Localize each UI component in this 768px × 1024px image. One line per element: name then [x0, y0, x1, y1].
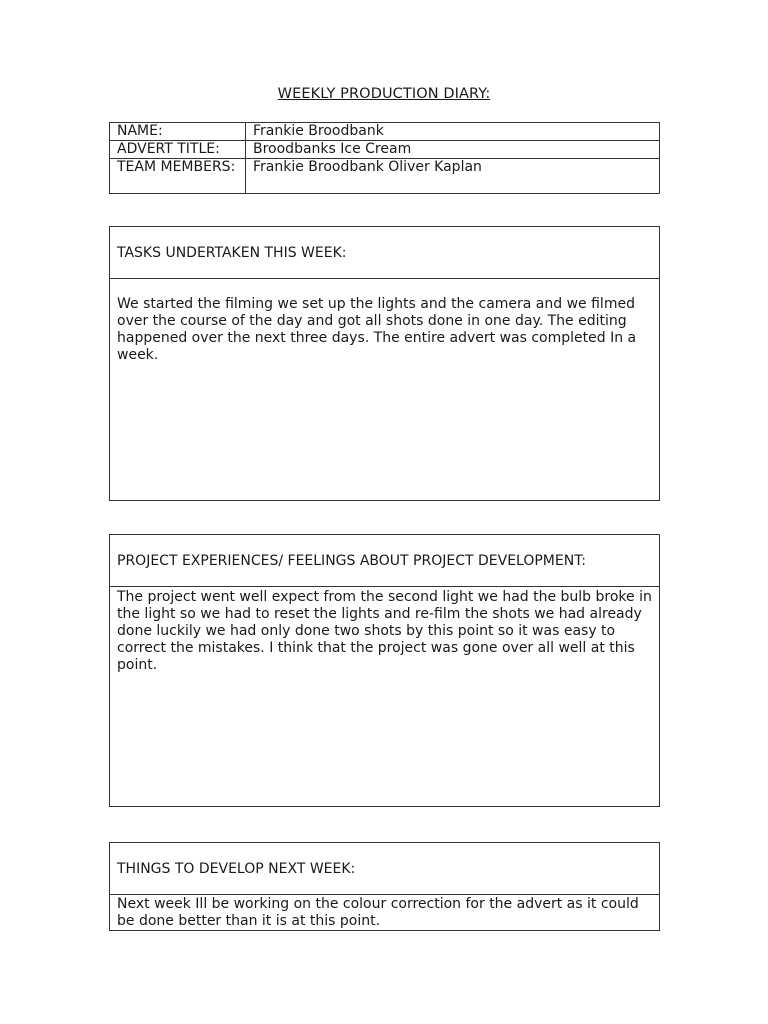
info-table [109, 122, 660, 194]
table-row [110, 159, 660, 194]
table-row [110, 141, 660, 159]
tasks-text: We started the filming we set up the lights and the camera and we filmed over the course of the day and got all shots done in one day. The editing happened over the next three days. The entire advert was completed In a week. [117, 296, 637, 363]
tasks-section [109, 226, 660, 501]
advert-title-label: ADVERT TITLE: [110, 141, 246, 159]
name-value: Frankie Broodbank [246, 123, 660, 141]
experiences-text: The project went well expect from the second light we had the bulb broke in the light so we had to reset the lights and re-film the shots we had already done luckily we had only done two shots by this point so it was easy to correct the mistakes. I think that the project was gone over all well at this point. [117, 589, 652, 673]
table-row [110, 123, 660, 141]
next-week-text: Next week Ill be working on the colour correction for the advert as it could be done better than it is at this point. [117, 896, 639, 929]
experiences-heading: PROJECT EXPERIENCES/ FEELINGS ABOUT PROJECT DEVELOPMENT: [110, 535, 659, 587]
advert-title-value: Broodbanks Ice Cream [246, 141, 660, 159]
next-week-heading: THINGS TO DEVELOP NEXT WEEK: [110, 843, 659, 895]
document-title: WEEKLY PRODUCTION DIARY: [277, 86, 491, 102]
name-label: NAME: [110, 123, 246, 141]
next-week-section [109, 842, 660, 931]
experiences-section [109, 534, 660, 807]
tasks-heading: TASKS UNDERTAKEN THIS WEEK: [110, 227, 659, 279]
team-members-value: Frankie Broodbank Oliver Kaplan [246, 159, 660, 194]
team-members-label: TEAM MEMBERS: [110, 159, 246, 194]
